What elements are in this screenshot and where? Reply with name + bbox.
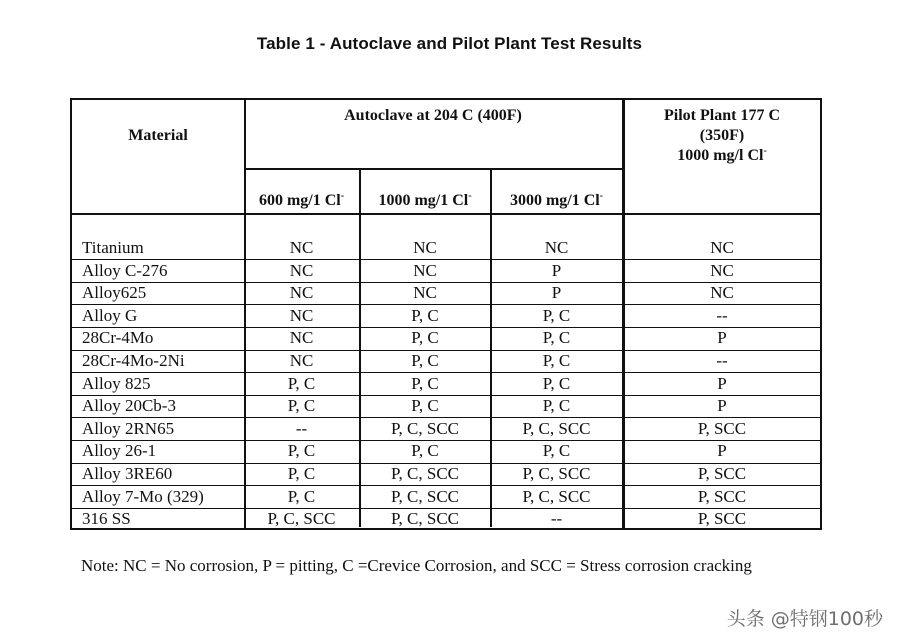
cell-pilot: P, SCC	[697, 486, 747, 506]
cell-pilot: P, SCC	[697, 418, 747, 438]
table-title: Table 1 - Autoclave and Pilot Plant Test Results	[256, 34, 643, 53]
cell-1000: P, C, SCC	[390, 418, 460, 438]
chloride-superscript: -	[468, 190, 472, 202]
cell-3000: P, C, SCC	[522, 418, 591, 438]
cell-600: NC	[289, 351, 314, 370]
chloride-superscript: -	[599, 190, 604, 202]
cell-pilot: P	[717, 441, 727, 461]
cell-material: Alloy G	[82, 305, 138, 325]
cell-pilot: NC	[710, 238, 734, 257]
cell-3000: P, C	[542, 441, 571, 461]
cell-pilot: P	[717, 396, 727, 416]
cell-600: NC	[289, 238, 314, 257]
results-table	[70, 98, 822, 530]
cell-1000: P, C	[411, 305, 439, 325]
cell-pilot: P	[717, 373, 727, 393]
cell-600: NC	[289, 328, 314, 348]
cell-pilot: P, SCC	[697, 464, 747, 483]
cell-3000: P, C	[542, 373, 571, 393]
divider-header-bottom	[72, 213, 820, 215]
cell-material: 316 SS	[82, 509, 131, 529]
cell-pilot: P, SCC	[697, 509, 747, 529]
cell-3000: P, C	[542, 351, 571, 370]
watermark: 头条 @特钢100秒	[726, 608, 883, 630]
header-1000-label: 1000 mg/1 Cl	[378, 192, 469, 209]
cell-600: P, C	[287, 441, 316, 461]
cell-3000: P, C	[542, 396, 571, 416]
cell-3000: P, C, SCC	[522, 464, 591, 483]
header-pilot-line3: 1000 mg/l Cl	[677, 147, 764, 164]
cell-material: 28Cr-4Mo	[82, 328, 154, 348]
cell-material: Alloy 26-1	[82, 441, 157, 461]
chloride-superscript: -	[763, 145, 767, 157]
cell-3000: P, C	[542, 328, 571, 348]
cell-600: NC	[289, 305, 314, 325]
header-1000	[360, 191, 490, 211]
cell-3000: P, C, SCC	[522, 486, 591, 506]
cell-pilot: --	[716, 351, 728, 370]
header-600	[244, 191, 359, 211]
cell-600: NC	[289, 260, 314, 280]
cell-1000: P, C, SCC	[390, 509, 460, 529]
header-pilot-line1: Pilot Plant 177 C	[664, 107, 780, 124]
header-material: Material	[128, 127, 188, 144]
cell-3000: P	[551, 283, 562, 303]
header-3000-label: 3000 mg/1 Cl	[509, 192, 600, 209]
cell-material: Titanium	[82, 238, 144, 257]
cell-1000: P, C	[411, 328, 439, 348]
cell-material: Alloy 20Cb-3	[82, 396, 176, 416]
header-pilot-line2: (350F)	[699, 127, 745, 144]
header-pilot-plant	[624, 106, 820, 166]
cell-600: --	[295, 418, 308, 438]
cell-material: Alloy 7-Mo (329)	[82, 486, 204, 506]
cell-600: P, C	[287, 486, 316, 506]
cell-3000: --	[550, 509, 563, 529]
cell-600: P, C	[287, 396, 316, 416]
cell-1000: NC	[413, 283, 437, 303]
cell-pilot: NC	[710, 260, 734, 280]
cell-600: P, C	[287, 464, 316, 483]
cell-1000: P, C	[411, 396, 439, 416]
cell-1000: P, C	[411, 373, 439, 393]
cell-material: Alloy C-276	[82, 260, 168, 280]
header-pilot-line3-wrap	[624, 146, 820, 166]
header-autoclave: Autoclave at 204 C (400F)	[344, 107, 522, 124]
divider-autoclave-header	[244, 168, 622, 170]
cell-pilot: --	[716, 305, 728, 325]
cell-1000: P, C, SCC	[390, 464, 460, 483]
table-note: Note: NC = No corrosion, P = pitting, C =Crevice Corrosion, and SCC = Stress corrosion cracking	[81, 556, 752, 575]
cell-material: 28Cr-4Mo-2Ni	[82, 351, 185, 370]
cell-pilot: P	[717, 328, 727, 348]
cell-material: Alloy625	[82, 283, 147, 303]
cell-material: Alloy 3RE60	[82, 464, 173, 483]
cell-1000: P, C	[411, 441, 439, 461]
cell-600: NC	[289, 283, 314, 303]
cell-pilot: NC	[710, 283, 734, 303]
cell-3000: P	[551, 260, 562, 280]
chloride-superscript: -	[340, 190, 345, 202]
cell-material: Alloy 2RN65	[82, 418, 175, 438]
cell-600: P, C, SCC	[267, 509, 336, 529]
cell-600: P, C	[287, 373, 316, 393]
cell-3000: NC	[544, 238, 569, 257]
cell-1000: P, C	[411, 351, 439, 370]
cell-1000: P, C, SCC	[390, 486, 460, 506]
cell-1000: NC	[413, 238, 437, 257]
header-3000	[491, 191, 622, 211]
header-600-label: 600 mg/1 Cl	[258, 192, 341, 209]
cell-material: Alloy 825	[82, 373, 151, 393]
cell-1000: NC	[413, 260, 437, 280]
cell-3000: P, C	[542, 305, 571, 325]
